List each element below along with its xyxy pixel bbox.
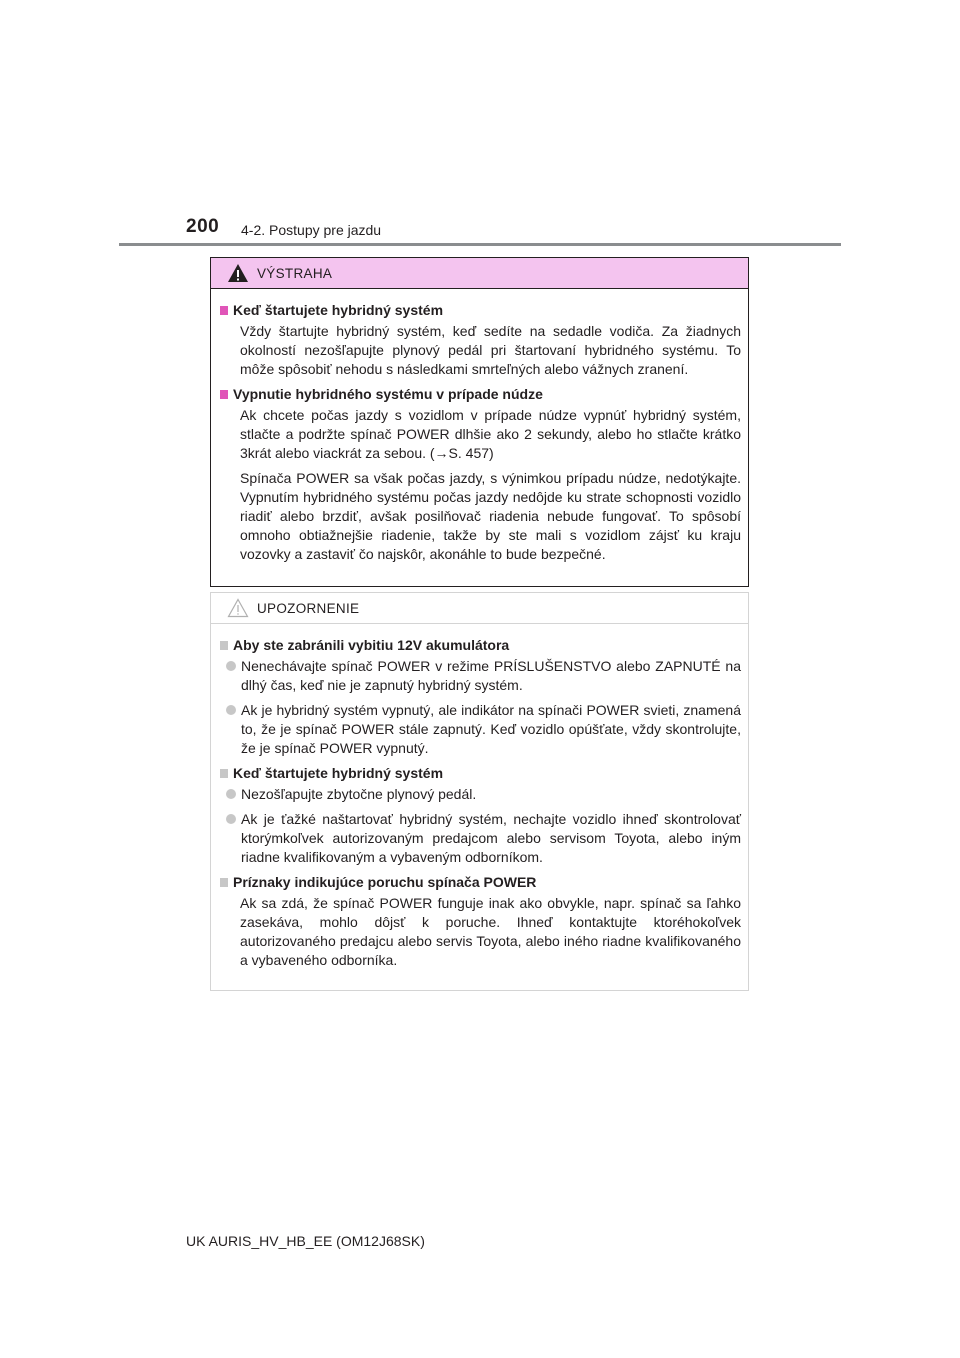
footer-model-code: UK AURIS_HV_HB_EE (OM12J68SK) <box>186 1233 425 1249</box>
list-item-text: Nezošľapujte zbytočne plynový pedál. <box>241 786 477 802</box>
square-bullet-icon <box>220 769 228 778</box>
caution-item-title <box>220 636 741 655</box>
warning-paragraph: Ak chcete počas jazdy s vozidlom v prípade núdze vypnúť hybridný systém, stlačte a podržte spínač POWER dlhšie ako 2 sekundy, alebo ho stlačte krátko 3krát alebo viackrát za sebou. (→S. 457) <box>240 407 741 461</box>
warning-item-title-text: Keď štartujete hybridný systém <box>233 302 444 318</box>
list-item <box>226 785 741 804</box>
caution-item-title-text: Keď štartujete hybridný systém <box>233 765 444 781</box>
caution-header <box>211 593 748 624</box>
round-bullet-icon <box>226 814 236 824</box>
caution-item-title <box>220 764 741 783</box>
round-bullet-icon <box>226 661 236 671</box>
caution-body <box>211 624 748 990</box>
list-item <box>226 810 741 867</box>
caution-box <box>210 592 749 991</box>
square-bullet-icon <box>220 390 228 399</box>
round-bullet-icon <box>226 705 236 715</box>
square-bullet-icon <box>220 641 228 650</box>
round-bullet-icon <box>226 789 236 799</box>
list-item-text: Ak je hybridný systém vypnutý, ale indikátor na spínači POWER svieti, znamená to, že je spínač POWER stále zapnutý. Keď vozidlo opúšťate, vždy skontrolujte, že je spínač POWER vypnutý. <box>241 702 741 756</box>
caution-heading: UPOZORNENIE <box>257 600 360 616</box>
caution-item-title-text: Aby ste zabránili vybitiu 12V akumulátora <box>233 637 510 653</box>
square-bullet-icon <box>220 306 228 315</box>
caution-paragraph: Ak sa zdá, že spínač POWER funguje inak ako obvykle, napr. spínač sa ľahko zasekáva, mohlo dôjsť k poruche. Ihneď kontaktujte ktoréhokoľvek autorizovaného predajcu alebo servis Toyota, alebo iného riadne kvalifikovaného a vybaveného odborníka. <box>240 895 741 968</box>
warning-paragraph: Spínača POWER sa však počas jazdy, s výnimkou prípadu núdze, nedotýkajte. Vypnutím hybridného systému počas jazdy nedôjde ku strate schopnosti vozidlo riadiť alebo brzdiť, avšak posilňovač riadenia nebude fungovať. To spôsobí omnoho obtiažnejšie riadenie, takže by ste mali s vozidlom zájsť ku kraju vozovky a zastaviť čo najskôr, akonáhle to bude bezpečné. <box>240 470 741 562</box>
warning-body <box>211 289 748 586</box>
warning-item-title <box>220 385 741 404</box>
warning-item-title <box>220 301 741 320</box>
warning-header <box>211 258 748 289</box>
list-item <box>226 701 741 758</box>
square-bullet-icon <box>220 878 228 887</box>
list-item-text: Nenechávajte spínač POWER v režime PRÍSLUŠENSTVO alebo ZAPNUTÉ na dlhý čas, keď nie je zapnutý hybridný systém. <box>241 658 741 693</box>
section-title: 4-2. Postupy pre jazdu <box>241 222 382 238</box>
list-item <box>226 657 741 695</box>
warning-box <box>210 257 749 587</box>
page-number: 200 <box>186 216 220 237</box>
warning-heading: VÝSTRAHA <box>257 265 333 281</box>
caution-triangle-icon <box>227 598 249 618</box>
warning-item-title-text: Vypnutie hybridného systému v prípade núdze <box>233 386 543 402</box>
warning-triangle-icon <box>227 263 249 283</box>
caution-item-title <box>220 873 741 892</box>
caution-item-title-text: Príznaky indikujúce poruchu spínača POWER <box>233 874 537 890</box>
header-rule <box>119 243 841 246</box>
warning-paragraph: Vždy štartujte hybridný systém, keď sedíte na sedadle vodiča. Za žiadnych okolností nezošľapujte plynový pedál pri štartovaní hybridného systému. To môže spôsobiť nehodu s následkami smrteľných alebo vážnych zranení. <box>240 323 741 377</box>
list-item-text: Ak je ťažké naštartovať hybridný systém, nechajte vozidlo ihneď skontrolovať ktorýmkoľvek autorizovaným predajcom alebo servisom Toyota, alebo iným riadne kvalifikovaným a vybaveným odborníkom. <box>241 811 741 865</box>
